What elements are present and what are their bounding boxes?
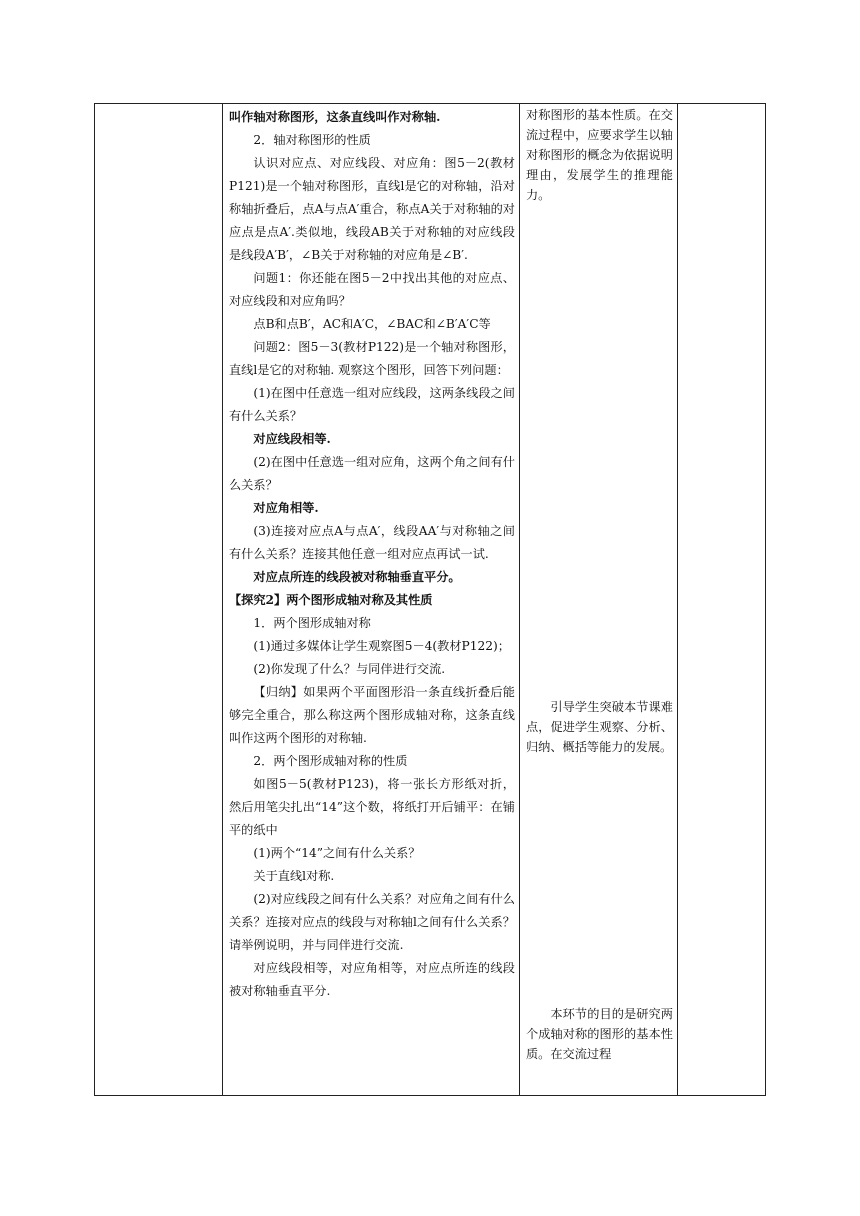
note-text: 对称图形的基本性质。在交流过程中，应要求学生以轴对称图形的概念为依据说明理由，发展学生的推理能力。: [526, 108, 673, 202]
text-line: 认识对应点、对应线段、对应角：图5－2(教材P121)是一个轴对称图形，直线l是它的对称轴，沿对称轴折叠后，点A与点A′重合，称点A关于对称轴的对应点是点A′.类似地，线段AB关于对称轴的对应线段是线段A′B′，∠B关于对称轴的对应角是∠B′.: [229, 156, 515, 262]
text-line: 2．轴对称图形的性质: [253, 133, 371, 147]
teaching-content-column: [223, 104, 519, 1095]
text-line: 叫作轴对称图形，这条直线叫作对称轴.: [229, 110, 441, 124]
text-line: (2)你发现了什么？与同伴进行交流.: [253, 662, 446, 676]
note-text: 引导学生突破本节课难点，促进学生观察、分析、归纳、概括等能力的发展。: [526, 700, 673, 754]
text-line: 2．两个图形成轴对称的性质: [253, 754, 408, 768]
text-line: (2)对应线段之间有什么关系？对应角之间有什么关系？连接对应点的线段与对称轴l之间有什么关系？请举例说明，并与同伴进行交流.: [229, 892, 515, 952]
text-line: 对应角相等.: [253, 501, 319, 515]
text-line: 对应点所连的线段被对称轴垂直平分。: [253, 570, 461, 584]
text-line: 【归纳】如果两个平面图形沿一条直线折叠后能够完全重合，那么称这两个图形成轴对称，这条直线叫作这两个图形的对称轴.: [229, 685, 515, 745]
text-line: 问题1：你还能在图5－2中找出其他的对应点、对应线段和对应角吗？: [229, 271, 515, 308]
design-intent-column: [520, 104, 677, 1095]
text-line: 如图5－5(教材P123)，将一张长方形纸对折，然后用笔尖扎出“14”这个数，将纸打开后铺平：在铺平的纸中: [229, 777, 515, 837]
section-heading: 【探究2】两个图形成轴对称及其性质: [229, 593, 433, 607]
note-text: 本环节的目的是研究两个成轴对称的图形的基本性质。在交流过程: [526, 1007, 673, 1061]
text-line: 问题2：图5－3(教材P122)是一个轴对称图形，直线l是它的对称轴. 观察这个图形，回答下列问题：: [229, 340, 515, 377]
text-line: (2)在图中任意选一组对应角，这两个角之间有什么关系？: [229, 455, 515, 492]
text-line: 关于直线l对称.: [253, 869, 335, 883]
text-line: (1)在图中任意选一组对应线段，这两条线段之间有什么关系？: [229, 386, 515, 423]
text-line: 点B和点B′，AC和A′C，∠BAC和∠B′A′C等: [253, 317, 491, 331]
text-line: 对应线段相等，对应角相等，对应点所连的线段被对称轴垂直平分.: [229, 961, 515, 998]
text-line: (1)通过多媒体让学生观察图5－4(教材P122)；: [253, 639, 510, 653]
text-line: 对应线段相等.: [253, 432, 331, 446]
text-line: (3)连接对应点A与点A′，线段AA′与对称轴之间有什么关系？连接其他任意一组对应点再试一试.: [229, 524, 515, 561]
lesson-table: [94, 103, 766, 1096]
text-line: (1)两个“14”之间有什么关系？: [253, 846, 421, 860]
text-line: 1．两个图形成轴对称: [253, 616, 371, 630]
column-divider: [677, 104, 678, 1095]
